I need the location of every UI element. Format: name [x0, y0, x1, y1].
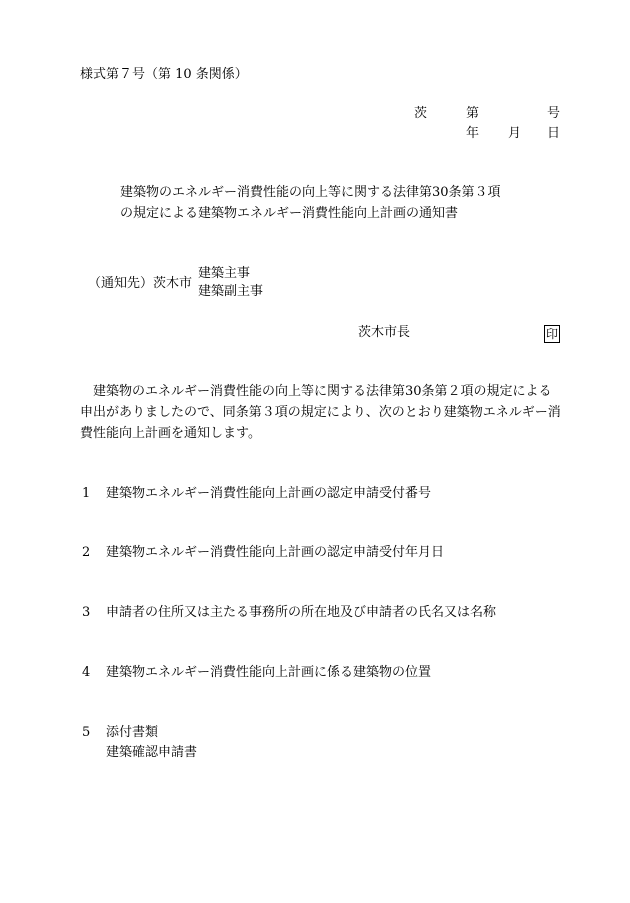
number-prefix: 茨 — [414, 106, 428, 121]
date-month: 月 — [508, 126, 522, 141]
item-number: 2 — [82, 545, 91, 560]
recipient-role-2: 建築副主事 — [198, 284, 264, 299]
title-line-1: 建築物のエネルギー消費性能の向上等に関する法律第30条第３項 — [120, 185, 501, 200]
recipient-label: （通知先）茨木市 — [88, 276, 193, 291]
form-label: 様式第７号（第 10 条関係） — [80, 67, 248, 82]
item-text: 添付書類 — [106, 725, 159, 740]
item-text: 申請者の住所又は主たる事務所の所在地及び申請者の氏名又は名称 — [106, 605, 497, 620]
item-number: 1 — [82, 486, 91, 501]
date-year: 年 — [466, 126, 480, 141]
body-paragraph: 建築物のエネルギー消費性能の向上等に関する法律第30条第２項の規定による申出がありましたので、同条第３項の規定により、次のとおり建築物エネルギー消費性能向上計画を通知します。 — [80, 384, 561, 441]
item-text: 建築物エネルギー消費性能向上計画の認定申請受付年月日 — [106, 545, 445, 560]
seal-stamp: 印 — [545, 327, 558, 341]
number-dai: 第 — [466, 106, 480, 121]
date-day: 日 — [547, 126, 561, 141]
item-subtext: 建築確認申請書 — [106, 745, 198, 760]
item-number: 5 — [82, 725, 91, 740]
item-number: 4 — [82, 665, 91, 680]
recipient-role-1: 建築主事 — [198, 266, 251, 281]
number-go: 号 — [547, 106, 561, 121]
sender-name: 茨木市長 — [358, 325, 411, 340]
title-line-2: の規定による建築物エネルギー消費性能向上計画の通知書 — [120, 206, 459, 221]
item-number: 3 — [82, 605, 91, 620]
item-text: 建築物エネルギー消費性能向上計画の認定申請受付番号 — [106, 486, 432, 501]
item-text: 建築物エネルギー消費性能向上計画に係る建築物の位置 — [106, 665, 432, 680]
